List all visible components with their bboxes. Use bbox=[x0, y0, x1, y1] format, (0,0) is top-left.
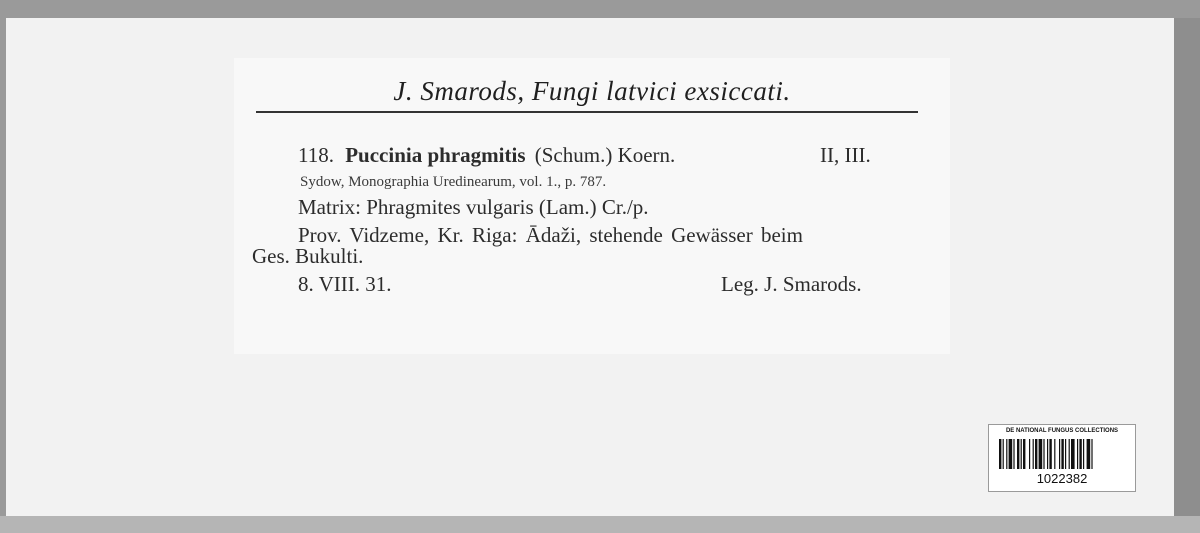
barcode-number: 1022382 bbox=[1036, 471, 1088, 486]
species-name: Puccinia phragmitis bbox=[345, 143, 526, 167]
spore-stages: II, III. bbox=[820, 143, 871, 167]
species-authority: (Schum.) Koern. bbox=[534, 143, 676, 167]
sheet-edge-shadow bbox=[1174, 18, 1200, 516]
collection-date: 8. VIII. 31. bbox=[298, 272, 392, 296]
specimen-line bbox=[298, 143, 871, 168]
collector: Leg. J. Smarods. bbox=[721, 272, 862, 296]
date-collector-line bbox=[298, 272, 862, 297]
locality-line-1: Prov. Vidzeme, Kr. Riga: Ādaži, stehende Gewässer beim bbox=[298, 223, 803, 247]
specimen-label bbox=[234, 58, 950, 354]
locality-line-2: Ges. Bukulti. bbox=[252, 244, 364, 268]
title-rule bbox=[256, 111, 918, 113]
literature-reference: Sydow, Monographia Uredinearum, vol. 1., p. 787. bbox=[300, 174, 607, 190]
barcode-label bbox=[988, 424, 1136, 492]
exsiccata-number: 118. bbox=[298, 143, 334, 167]
label-title: J. Smarods, Fungi latvici exsiccati. bbox=[393, 76, 791, 106]
sheet-bottom-edge bbox=[0, 516, 1200, 533]
matrix-line: Matrix: Phragmites vulgaris (Lam.) Cr./p. bbox=[298, 195, 649, 219]
barcode-icon bbox=[999, 439, 1125, 469]
barcode-header: DE NATIONAL FUNGUS COLLECTIONS bbox=[1005, 428, 1119, 434]
